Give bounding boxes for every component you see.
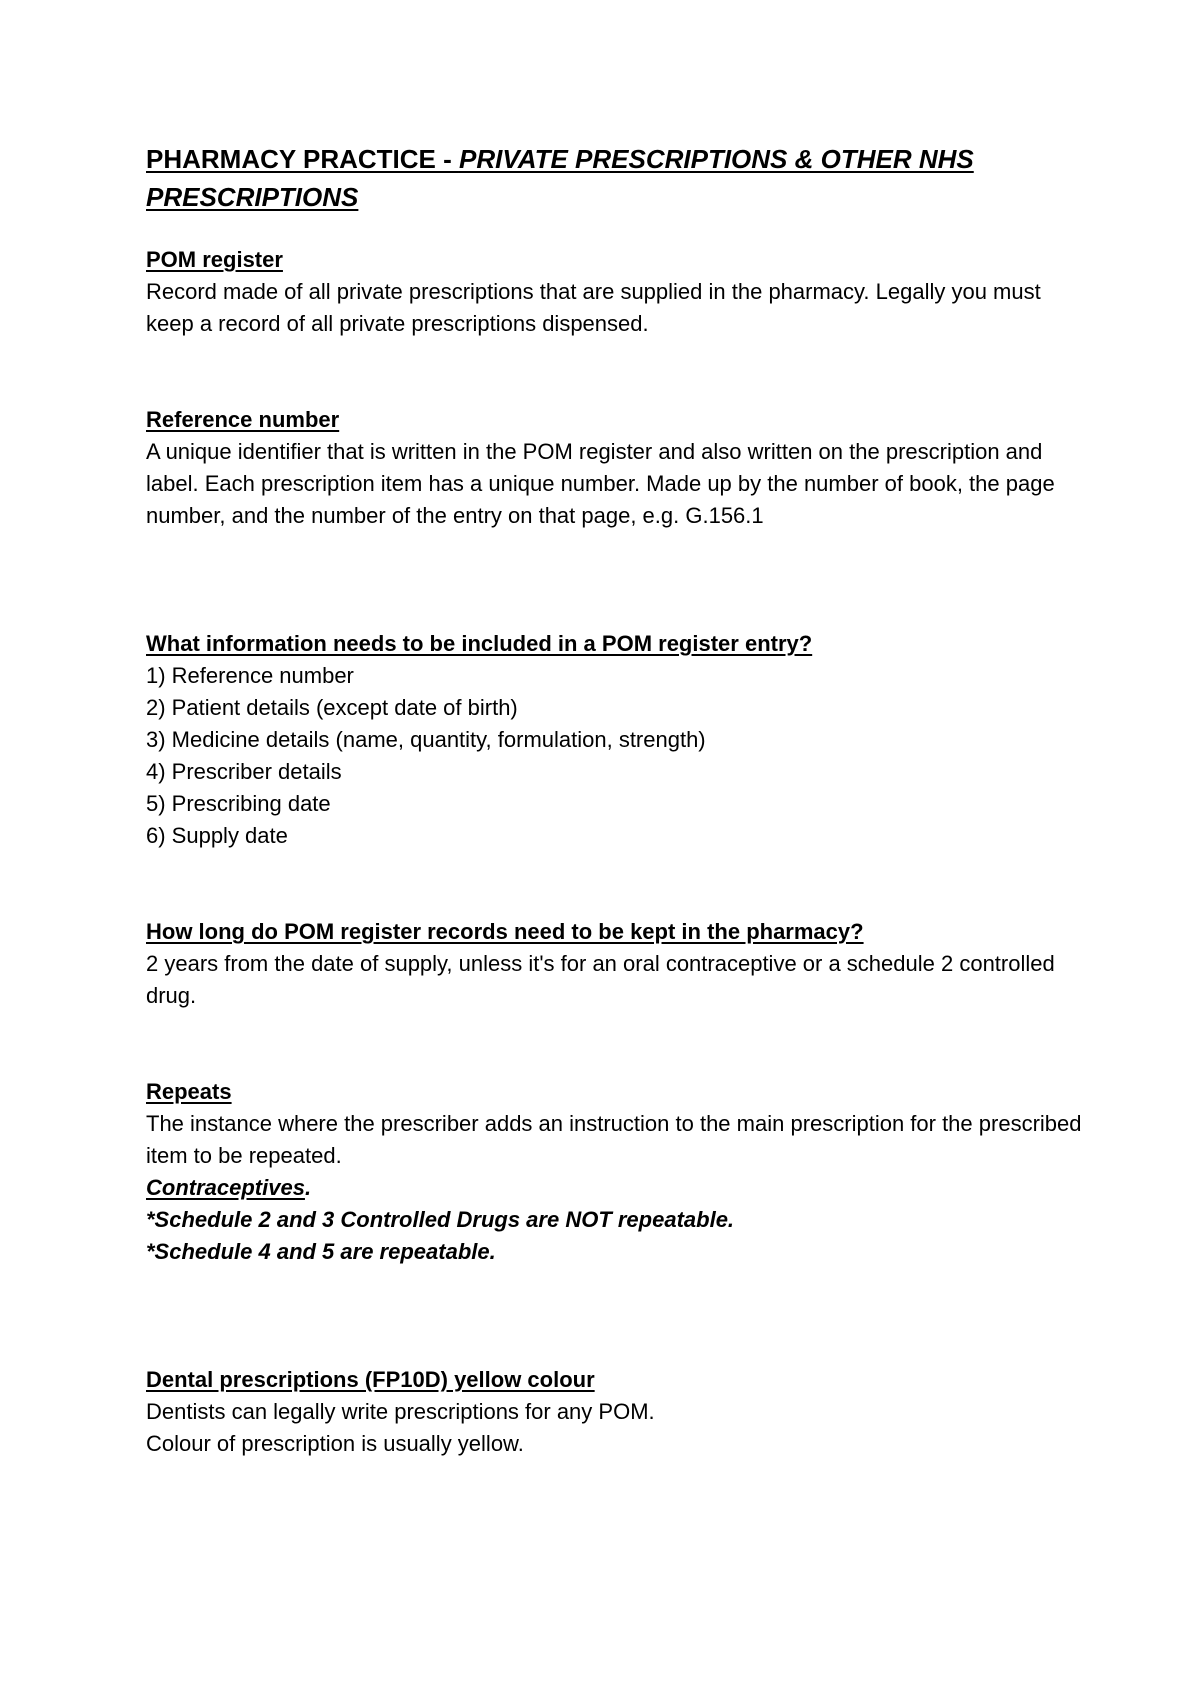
section-reference-number — [146, 404, 1086, 532]
dental-line-1: Dentists can legally write prescriptions for any POM. — [146, 1399, 655, 1424]
section-retention — [146, 916, 1086, 1012]
repeats-note-schedule-4-5: *Schedule 4 and 5 are repeatable. — [146, 1239, 496, 1264]
repeats-note-schedule-2-3: *Schedule 2 and 3 Controlled Drugs are NOT repeatable. — [146, 1207, 735, 1232]
retention-heading: How long do POM register records need to be kept in the pharmacy? — [146, 919, 864, 944]
entry-info-list — [146, 660, 1086, 852]
section-repeats — [146, 1076, 1086, 1268]
contraceptives-label: Contraceptives — [146, 1175, 305, 1200]
reference-number-heading: Reference number — [146, 407, 340, 432]
section-pom-register — [146, 244, 1086, 340]
contraceptives-suffix: . — [304, 1175, 312, 1200]
section-entry-info — [146, 628, 1086, 852]
document-content — [146, 140, 1086, 1460]
list-item: 4) Prescriber details — [146, 759, 342, 784]
repeats-heading: Repeats — [146, 1079, 232, 1104]
entry-info-heading: What information needs to be included in a POM register entry? — [146, 631, 813, 656]
retention-text: 2 years from the date of supply, unless it's for an oral contraceptive or a schedule 2 controlled drug. — [146, 951, 1055, 1008]
page-title — [146, 140, 1086, 216]
list-item: 6) Supply date — [146, 823, 288, 848]
repeats-text: The instance where the prescriber adds an instruction to the main prescription for the prescribed item to be repeated. — [146, 1111, 1082, 1168]
dental-line-2: Colour of prescription is usually yellow. — [146, 1431, 524, 1456]
reference-number-text: A unique identifier that is written in the POM register and also written on the prescription and label. Each prescription item has a unique number. Made up by the number of book, the page number, and the number of the entry on that page, e.g. G.156.1 — [146, 439, 1055, 528]
title-italic: PRIVATE PRESCRIPTIONS & OTHER NHS PRESCRIPTIONS — [146, 144, 974, 212]
title-main: PHARMACY PRACTICE - — [146, 144, 459, 174]
pom-register-heading: POM register — [146, 247, 283, 272]
contraceptives-line — [146, 1172, 1086, 1204]
pom-register-text: Record made of all private prescriptions that are supplied in the pharmacy. Legally you must keep a record of all private prescriptions dispensed. — [146, 279, 1041, 336]
dental-heading: Dental prescriptions (FP10D) yellow colour — [146, 1367, 595, 1392]
section-dental — [146, 1364, 1086, 1460]
list-item: 2) Patient details (except date of birth) — [146, 695, 518, 720]
list-item: 5) Prescribing date — [146, 791, 331, 816]
list-item: 3) Medicine details (name, quantity, formulation, strength) — [146, 727, 706, 752]
list-item: 1) Reference number — [146, 663, 354, 688]
